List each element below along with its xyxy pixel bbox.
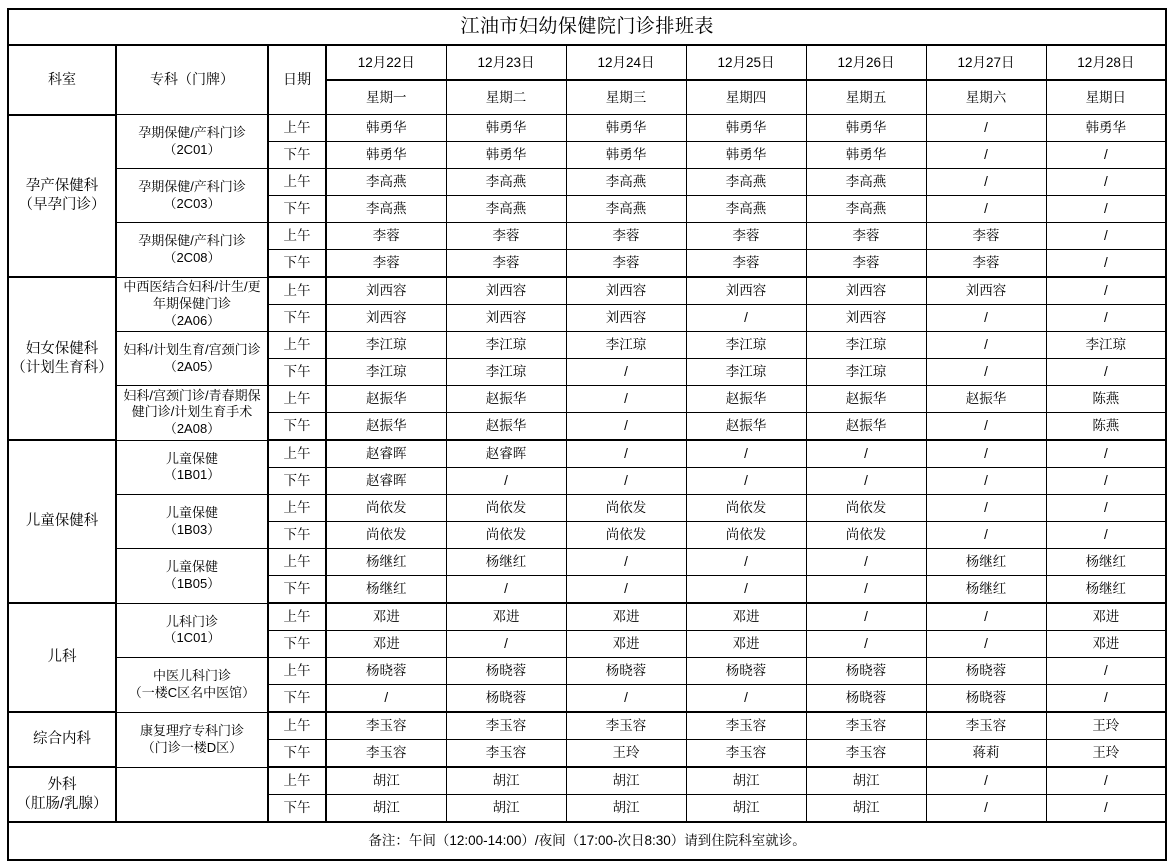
shift-cell: 韩勇华 — [446, 115, 566, 142]
department-name-line1: 儿童保健科 — [25, 513, 99, 530]
shift-cell: 杨继红 — [1046, 549, 1166, 576]
shift-cell: / — [926, 468, 1046, 495]
shift-cell: 杨继红 — [326, 576, 446, 604]
page-title: 江油市妇幼保健院门诊排班表 — [8, 9, 1166, 45]
specialty-room-code: （1B05） — [163, 575, 221, 591]
shift-cell: / — [926, 115, 1046, 142]
header-date: 日期 — [268, 45, 326, 115]
shift-cell: 李江琼 — [446, 332, 566, 359]
shift-cell: 赵振华 — [446, 413, 566, 441]
shift-cell: 尚依发 — [806, 495, 926, 522]
shift-cell: 李玉容 — [686, 740, 806, 768]
shift-cell: / — [1046, 495, 1166, 522]
schedule-row — [8, 115, 1166, 142]
shift-cell: 杨晓蓉 — [446, 658, 566, 685]
shift-cell: / — [566, 549, 686, 576]
shift-cell: 刘西容 — [446, 305, 566, 332]
specialty-name: 儿科门诊 — [165, 613, 218, 629]
shift-cell: 韩勇华 — [446, 142, 566, 169]
shift-cell: 李蓉 — [806, 250, 926, 278]
department-name-line2: （肛肠/乳腺） — [16, 795, 108, 812]
shift-cell: 胡江 — [326, 767, 446, 795]
shift-cell: / — [926, 142, 1046, 169]
specialty-room-code: （一楼C区名中医馆） — [128, 684, 256, 700]
shift-cell: 胡江 — [686, 767, 806, 795]
shift-cell: 邓进 — [1046, 631, 1166, 658]
specialty-room-code: （2A06） — [163, 312, 221, 328]
shift-cell: 杨晓蓉 — [566, 658, 686, 685]
shift-cell: 赵振华 — [326, 413, 446, 441]
header-date-row — [8, 45, 1166, 80]
specialty-name: 妇科/宫颈门诊/青春期保健门诊/计划生育手术 — [123, 387, 261, 420]
specialty-cell — [116, 658, 268, 713]
shift-cell: 赵振华 — [806, 413, 926, 441]
shift-cell: / — [926, 495, 1046, 522]
specialty-room-code: （1C01） — [163, 630, 221, 646]
shift-cell: 杨继红 — [446, 549, 566, 576]
shift-cell: 刘西容 — [806, 277, 926, 305]
specialty-cell — [116, 549, 268, 604]
shift-cell: / — [806, 440, 926, 468]
shift-cell: 李江琼 — [1046, 332, 1166, 359]
header-weekday-cell: 星期三 — [566, 80, 686, 115]
header-weekday-cell: 星期二 — [446, 80, 566, 115]
shift-cell: / — [926, 305, 1046, 332]
specialty-room-code: （1B01） — [163, 467, 221, 483]
shift-cell: 杨晓蓉 — [686, 658, 806, 685]
half-day-cell: 上午 — [268, 115, 326, 142]
shift-cell: 邓进 — [1046, 603, 1166, 631]
specialty-cell — [116, 440, 268, 495]
specialty-name: 孕期保健/产科门诊 — [138, 233, 246, 249]
shift-cell: 尚依发 — [686, 522, 806, 549]
shift-cell: 李蓉 — [446, 223, 566, 250]
shift-cell: 李蓉 — [686, 223, 806, 250]
shift-cell: 李玉容 — [446, 740, 566, 768]
shift-cell: 李高燕 — [326, 169, 446, 196]
shift-cell: / — [1046, 142, 1166, 169]
schedule-row — [8, 440, 1166, 468]
department-name-cell — [8, 712, 116, 767]
shift-cell: / — [1046, 685, 1166, 713]
specialty-cell — [116, 712, 268, 767]
specialty-cell — [116, 115, 268, 169]
shift-cell: / — [566, 685, 686, 713]
shift-cell: / — [1046, 169, 1166, 196]
shift-cell: / — [566, 576, 686, 604]
header-date-cell: 12月22日 — [326, 45, 446, 80]
specialty-cell — [116, 495, 268, 549]
shift-cell: 赵振华 — [446, 386, 566, 413]
shift-cell: 李玉容 — [806, 740, 926, 768]
shift-cell: 胡江 — [806, 795, 926, 823]
shift-cell: 杨继红 — [926, 549, 1046, 576]
specialty-name: 儿童保健 — [165, 559, 218, 575]
specialty-name: 妇科/计划生育/宫颈门诊 — [123, 341, 261, 357]
shift-cell: 李高燕 — [686, 169, 806, 196]
shift-cell: 刘西容 — [926, 277, 1046, 305]
header-specialty: 专科（门牌） — [116, 45, 268, 115]
specialty-cell — [116, 277, 268, 332]
shift-cell: / — [566, 359, 686, 386]
department-name-cell — [8, 440, 116, 603]
shift-cell: 李高燕 — [566, 196, 686, 223]
shift-cell: / — [806, 603, 926, 631]
shift-cell: 尚依发 — [566, 495, 686, 522]
shift-cell: / — [926, 631, 1046, 658]
specialty-name: 孕期保健/产科门诊 — [138, 178, 246, 194]
shift-cell: 尚依发 — [806, 522, 926, 549]
schedule-row — [8, 495, 1166, 522]
half-day-cell: 下午 — [268, 413, 326, 441]
clinic-schedule-table — [7, 8, 1167, 861]
shift-cell: / — [686, 685, 806, 713]
shift-cell: 李蓉 — [326, 223, 446, 250]
shift-cell: 胡江 — [446, 795, 566, 823]
schedule-row — [8, 658, 1166, 685]
shift-cell: / — [566, 386, 686, 413]
shift-cell: 韩勇华 — [566, 115, 686, 142]
shift-cell: 胡江 — [566, 795, 686, 823]
specialty-room-code: （2A08） — [163, 421, 221, 437]
shift-cell: 李蓉 — [566, 223, 686, 250]
header-weekday-cell: 星期四 — [686, 80, 806, 115]
half-day-cell: 下午 — [268, 359, 326, 386]
shift-cell: 刘西容 — [326, 305, 446, 332]
specialty-cell — [116, 223, 268, 278]
header-weekday-cell: 星期六 — [926, 80, 1046, 115]
shift-cell: 韩勇华 — [566, 142, 686, 169]
specialty-cell — [116, 169, 268, 223]
shift-cell: / — [806, 576, 926, 604]
shift-cell: / — [806, 631, 926, 658]
header-weekday-cell: 星期一 — [326, 80, 446, 115]
shift-cell: 韩勇华 — [326, 142, 446, 169]
shift-cell: 韩勇华 — [686, 142, 806, 169]
shift-cell: 赵振华 — [926, 386, 1046, 413]
shift-cell: 赵振华 — [326, 386, 446, 413]
department-name-line1: 外科 — [47, 776, 77, 793]
half-day-cell: 上午 — [268, 169, 326, 196]
half-day-cell: 下午 — [268, 250, 326, 278]
department-name-line2: （计划生育科） — [11, 359, 113, 376]
shift-cell: / — [1046, 359, 1166, 386]
half-day-cell: 下午 — [268, 740, 326, 768]
shift-cell: 胡江 — [806, 767, 926, 795]
shift-cell: 胡江 — [686, 795, 806, 823]
shift-cell: 李高燕 — [806, 196, 926, 223]
shift-cell: 韩勇华 — [686, 115, 806, 142]
shift-cell: 刘西容 — [326, 277, 446, 305]
shift-cell: 李江琼 — [446, 359, 566, 386]
shift-cell: 杨晓蓉 — [446, 685, 566, 713]
shift-cell: / — [1046, 522, 1166, 549]
shift-cell: 李江琼 — [686, 332, 806, 359]
shift-cell: 尚依发 — [686, 495, 806, 522]
shift-cell: 尚依发 — [446, 522, 566, 549]
schedule-row — [8, 277, 1166, 305]
shift-cell: 李玉容 — [566, 712, 686, 740]
shift-cell: / — [1046, 795, 1166, 823]
half-day-cell: 上午 — [268, 277, 326, 305]
shift-cell: / — [686, 549, 806, 576]
shift-cell: / — [326, 685, 446, 713]
shift-cell: 王玲 — [1046, 740, 1166, 768]
department-name-line1: 儿科 — [47, 649, 77, 666]
shift-cell: 尚依发 — [326, 495, 446, 522]
shift-cell: / — [926, 440, 1046, 468]
shift-cell: 韩勇华 — [806, 142, 926, 169]
shift-cell: 邓进 — [446, 603, 566, 631]
specialty-name: 儿童保健 — [165, 450, 218, 466]
shift-cell: 杨晓蓉 — [326, 658, 446, 685]
department-name-cell — [8, 767, 116, 822]
footer-row — [8, 822, 1166, 860]
schedule-row — [8, 549, 1166, 576]
shift-cell: 韩勇华 — [1046, 115, 1166, 142]
half-day-cell: 上午 — [268, 332, 326, 359]
shift-cell: / — [446, 576, 566, 604]
shift-cell: 李高燕 — [686, 196, 806, 223]
shift-cell: 李玉容 — [446, 712, 566, 740]
shift-cell: 李高燕 — [566, 169, 686, 196]
half-day-cell: 下午 — [268, 468, 326, 495]
shift-cell: 邓进 — [326, 603, 446, 631]
half-day-cell: 下午 — [268, 142, 326, 169]
shift-cell: 陈燕 — [1046, 413, 1166, 441]
shift-cell: 杨继红 — [1046, 576, 1166, 604]
shift-cell: 李蓉 — [686, 250, 806, 278]
shift-cell: 赵睿晖 — [326, 468, 446, 495]
specialty-cell — [116, 332, 268, 386]
shift-cell: 李高燕 — [446, 169, 566, 196]
specialty-room-code: （2A05） — [163, 358, 221, 374]
shift-cell: 李蓉 — [926, 250, 1046, 278]
shift-cell: 李玉容 — [926, 712, 1046, 740]
shift-cell: 李玉容 — [326, 740, 446, 768]
half-day-cell: 下午 — [268, 522, 326, 549]
header-date-cell: 12月27日 — [926, 45, 1046, 80]
half-day-cell: 上午 — [268, 549, 326, 576]
shift-cell: / — [1046, 250, 1166, 278]
shift-cell: 胡江 — [566, 767, 686, 795]
shift-cell: 杨晓蓉 — [926, 685, 1046, 713]
shift-cell: 尚依发 — [566, 522, 686, 549]
schedule-row — [8, 712, 1166, 740]
shift-cell: 李江琼 — [686, 359, 806, 386]
specialty-cell — [116, 767, 268, 822]
shift-cell: / — [926, 169, 1046, 196]
header-date-cell: 12月25日 — [686, 45, 806, 80]
schedule-row — [8, 223, 1166, 250]
shift-cell: 邓进 — [566, 603, 686, 631]
schedule-row — [8, 332, 1166, 359]
specialty-name: 康复理疗专科门诊 — [139, 722, 244, 738]
shift-cell: 赵振华 — [686, 413, 806, 441]
header-department: 科室 — [8, 45, 116, 115]
department-name-line1: 综合内科 — [33, 731, 91, 748]
half-day-cell: 上午 — [268, 440, 326, 468]
shift-cell: 韩勇华 — [806, 115, 926, 142]
shift-cell: / — [686, 305, 806, 332]
schedule-row — [8, 169, 1166, 196]
half-day-cell: 上午 — [268, 223, 326, 250]
shift-cell: 赵睿晖 — [326, 440, 446, 468]
shift-cell: 李江琼 — [806, 332, 926, 359]
shift-cell: 赵振华 — [806, 386, 926, 413]
shift-cell: 李玉容 — [686, 712, 806, 740]
shift-cell: / — [1046, 658, 1166, 685]
shift-cell: 李玉容 — [326, 712, 446, 740]
header-date-cell: 12月28日 — [1046, 45, 1166, 80]
shift-cell: 杨继红 — [926, 576, 1046, 604]
header-date-cell: 12月23日 — [446, 45, 566, 80]
specialty-room-code: （1B03） — [163, 521, 221, 537]
specialty-room-code: （门诊一楼D区） — [141, 739, 243, 755]
shift-cell: 李蓉 — [446, 250, 566, 278]
shift-cell: / — [926, 767, 1046, 795]
shift-cell: 邓进 — [686, 631, 806, 658]
shift-cell: / — [1046, 196, 1166, 223]
half-day-cell: 下午 — [268, 305, 326, 332]
shift-cell: / — [446, 631, 566, 658]
shift-cell: 陈燕 — [1046, 386, 1166, 413]
shift-cell: / — [686, 468, 806, 495]
shift-cell: 李蓉 — [566, 250, 686, 278]
specialty-room-code: （2C03） — [163, 195, 221, 211]
shift-cell: 李江琼 — [806, 359, 926, 386]
shift-cell: / — [1046, 305, 1166, 332]
department-name-cell — [8, 603, 116, 712]
shift-cell: 李蓉 — [806, 223, 926, 250]
shift-cell: 刘西容 — [446, 277, 566, 305]
shift-cell: / — [566, 468, 686, 495]
specialty-name: 中医儿科门诊 — [152, 668, 231, 684]
shift-cell: 李高燕 — [446, 196, 566, 223]
shift-cell: / — [926, 332, 1046, 359]
shift-cell: 刘西容 — [566, 277, 686, 305]
shift-cell: / — [926, 795, 1046, 823]
shift-cell: 刘西容 — [686, 277, 806, 305]
title-row — [8, 9, 1166, 45]
department-name-line1: 孕产保健科 — [25, 178, 99, 195]
shift-cell: 胡江 — [326, 795, 446, 823]
half-day-cell: 下午 — [268, 795, 326, 823]
shift-cell: 李江琼 — [326, 359, 446, 386]
half-day-cell: 上午 — [268, 603, 326, 631]
shift-cell: / — [446, 468, 566, 495]
specialty-cell — [116, 603, 268, 658]
shift-cell: / — [1046, 468, 1166, 495]
shift-cell: / — [1046, 440, 1166, 468]
shift-cell: 刘西容 — [566, 305, 686, 332]
shift-cell: / — [926, 603, 1046, 631]
specialty-name: 孕期保健/产科门诊 — [138, 124, 246, 140]
shift-cell: 赵振华 — [686, 386, 806, 413]
shift-cell: 李江琼 — [566, 332, 686, 359]
specialty-room-code: （2C08） — [163, 249, 221, 265]
shift-cell: 杨晓蓉 — [926, 658, 1046, 685]
half-day-cell: 上午 — [268, 712, 326, 740]
shift-cell: 李玉容 — [806, 712, 926, 740]
header-weekday-cell: 星期五 — [806, 80, 926, 115]
shift-cell: 赵睿晖 — [446, 440, 566, 468]
shift-cell: 尚依发 — [326, 522, 446, 549]
half-day-cell: 上午 — [268, 495, 326, 522]
department-name-cell — [8, 277, 116, 440]
shift-cell: / — [686, 576, 806, 604]
specialty-name: 中西医结合妇科/计生/更年期保健门诊 — [123, 279, 261, 311]
schedule-row — [8, 767, 1166, 795]
shift-cell: 李高燕 — [806, 169, 926, 196]
shift-cell: 邓进 — [566, 631, 686, 658]
half-day-cell: 上午 — [268, 658, 326, 685]
shift-cell: / — [686, 440, 806, 468]
shift-cell: / — [566, 413, 686, 441]
half-day-cell: 上午 — [268, 767, 326, 795]
half-day-cell: 下午 — [268, 685, 326, 713]
schedule-row — [8, 603, 1166, 631]
shift-cell: 王玲 — [566, 740, 686, 768]
shift-cell: 尚依发 — [446, 495, 566, 522]
shift-cell: 邓进 — [686, 603, 806, 631]
shift-cell: 邓进 — [326, 631, 446, 658]
shift-cell: / — [926, 196, 1046, 223]
shift-cell: 韩勇华 — [326, 115, 446, 142]
header-date-cell: 12月26日 — [806, 45, 926, 80]
footer-note: 备注：午间（12:00-14:00）/夜间（17:00-次日8:30）请到住院科室就诊。 — [8, 822, 1166, 860]
schedule-row — [8, 386, 1166, 413]
department-name-cell — [8, 115, 116, 278]
shift-cell: / — [926, 522, 1046, 549]
shift-cell: 杨继红 — [326, 549, 446, 576]
shift-cell: 李江琼 — [326, 332, 446, 359]
specialty-name: 儿童保健 — [165, 504, 218, 520]
shift-cell: 胡江 — [446, 767, 566, 795]
specialty-cell — [116, 386, 268, 441]
half-day-cell: 下午 — [268, 631, 326, 658]
shift-cell: / — [926, 359, 1046, 386]
department-name-line2: （早孕门诊） — [18, 196, 106, 213]
shift-cell: 李蓉 — [326, 250, 446, 278]
shift-cell: 王玲 — [1046, 712, 1166, 740]
shift-cell: 刘西容 — [806, 305, 926, 332]
shift-cell: 杨晓蓉 — [806, 685, 926, 713]
shift-cell: / — [926, 413, 1046, 441]
shift-cell: / — [806, 549, 926, 576]
shift-cell: / — [566, 440, 686, 468]
shift-cell: / — [1046, 277, 1166, 305]
shift-cell: / — [1046, 767, 1166, 795]
department-name-line1: 妇女保健科 — [25, 340, 99, 357]
shift-cell: / — [806, 468, 926, 495]
shift-cell: 李蓉 — [926, 223, 1046, 250]
half-day-cell: 下午 — [268, 196, 326, 223]
header-weekday-cell: 星期日 — [1046, 80, 1166, 115]
half-day-cell: 下午 — [268, 576, 326, 604]
specialty-room-code: （2C01） — [163, 141, 221, 157]
half-day-cell: 上午 — [268, 386, 326, 413]
shift-cell: / — [1046, 223, 1166, 250]
header-date-cell: 12月24日 — [566, 45, 686, 80]
shift-cell: 杨晓蓉 — [806, 658, 926, 685]
shift-cell: 李高燕 — [326, 196, 446, 223]
shift-cell: 蒋莉 — [926, 740, 1046, 768]
